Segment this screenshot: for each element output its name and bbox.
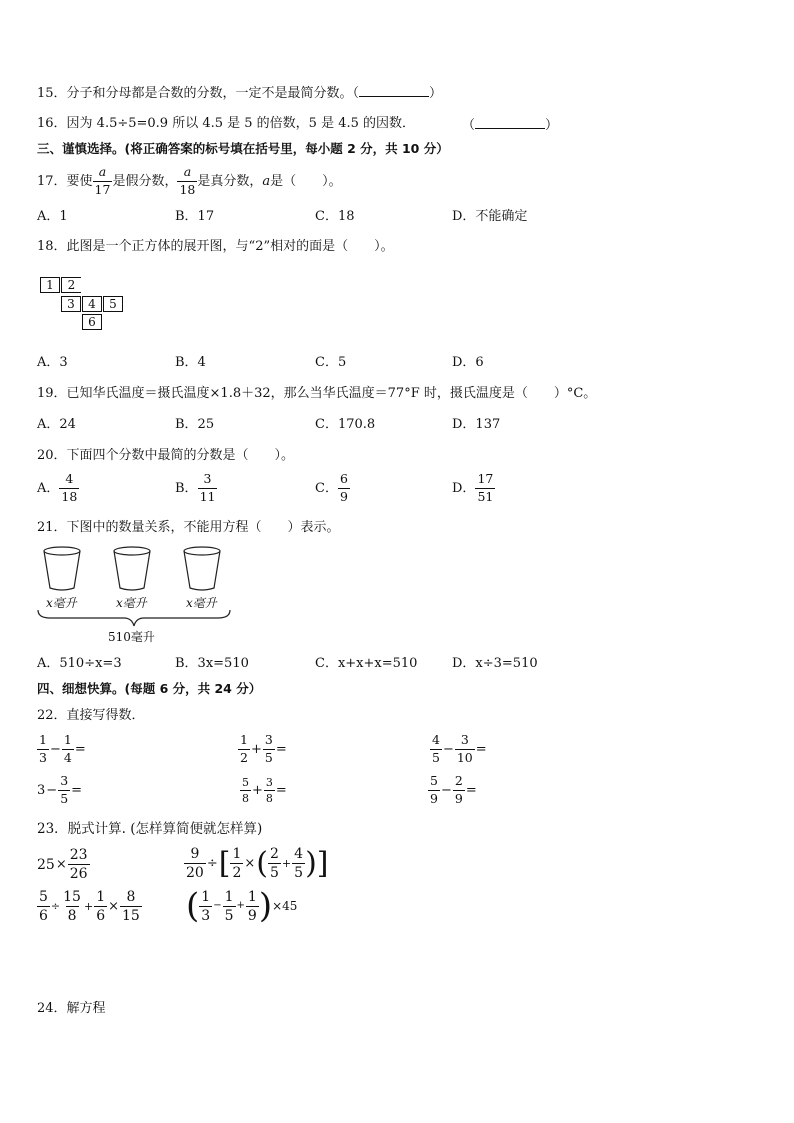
question-16: 16．因为 4.5÷5=0.9 所以 4.5 是 5 的倍数，5 是 4.5 的因数． <box>37 116 416 131</box>
question-24: 24．解方程 <box>37 1001 106 1016</box>
q17-option-c: C．18 <box>315 209 355 224</box>
q20-option-b: B． $\frac{3}{11}$ <box>175 471 216 504</box>
fraction: $\frac{6}{9}$ <box>339 471 348 504</box>
q21-option-b: B．3x=510 <box>175 656 249 671</box>
q19-option-a: A．24 <box>37 417 76 432</box>
net-face-4: 4 <box>82 296 102 312</box>
fraction: $\frac{4}{18}$ <box>61 471 78 504</box>
net-face-6: 6 <box>82 314 102 330</box>
q23-expr-3: $\frac{5}{6}$ ÷ $\frac{15}{8}$ + $\frac{1}{6}$ × $\frac{8}{15}$ <box>39 889 140 924</box>
net-face-3: 3 <box>61 296 81 312</box>
cup-label-1: x毫升 <box>46 596 77 610</box>
q22-item-3: $\frac{4}{5}$ − $\frac{3}{10}$ = <box>432 732 487 765</box>
question-22: 22．直接写得数． <box>37 708 145 723</box>
question-18: 18．此图是一个正方体的展开图，与“2”相对的面是（ ）。 <box>37 239 394 254</box>
question-19: 19．已知华氏温度＝摄氏温度×1.8＋32，那么当华氏温度＝77°F 时，摄氏温度是（ ）°C。 <box>37 386 597 401</box>
question-23: 23．脱式计算. (怎样算简便就怎样算) <box>37 821 263 837</box>
q19-option-c: C．170.8 <box>315 417 376 432</box>
q21-option-c: C．x+x+x=510 <box>315 656 418 671</box>
q20-option-a: A． $\frac{4}{18}$ <box>37 471 78 504</box>
cup-label-3: x毫升 <box>186 596 217 610</box>
question-15: 15．分子和分母都是合数的分数，一定不是最简分数。（ ） <box>37 86 443 101</box>
q23-expr-1: 25 × $\frac{23}{26}$ <box>37 847 88 882</box>
q17-option-d: D．不能确定 <box>452 209 528 224</box>
q19-option-d: D．137 <box>452 417 501 432</box>
answer-blank-15[interactable] <box>359 85 429 97</box>
question-21: 21．下图中的数量关系，不能用方程（ ）表示。 <box>37 520 340 535</box>
q22-item-4: 3 − $\frac{3}{5}$ = <box>37 773 83 806</box>
question-17: 17．要使 $\frac{a}{17}$ 是假分数， $\frac{a}{18}$ 是真分数， a 是（ ）。 <box>37 164 342 197</box>
q20-option-c: C． $\frac{6}{9}$ <box>315 471 348 504</box>
q19-option-b: B．25 <box>175 417 215 432</box>
question-20: 20．下面四个分数中最简的分数是（ ）。 <box>37 448 295 463</box>
section-3-heading: 三、谨慎选择。(将正确答案的标号填在括号里，每小题 2 分，共 10 分） <box>37 141 449 156</box>
q18-option-c: C．5 <box>315 355 347 370</box>
q23-expr-4: ( $\frac{1}{3}$ − $\frac{1}{5}$ + $\frac{1}{9}$ ) ×45 <box>186 886 298 926</box>
fraction: $\frac{a}{17}$ <box>94 164 111 197</box>
q23-expr-2: $\frac{9}{20}$ ÷ [ $\frac{1}{2}$ × ( $\frac{2}{5}$ + $\frac{4}{5}$ ) ] <box>186 845 329 881</box>
q22-item-6: $\frac{5}{9}$ − $\frac{2}{9}$ = <box>430 773 477 806</box>
answer-blank-16[interactable] <box>475 117 545 129</box>
q22-item-1: $\frac{1}{3}$ − $\frac{1}{4}$ = <box>39 732 86 765</box>
q18-option-a: A．3 <box>37 355 68 370</box>
section-4-heading: 四、细想快算。(每题 6 分，共 24 分） <box>37 681 262 696</box>
net-face-2: 2 <box>61 277 81 293</box>
fraction: $\frac{17}{51}$ <box>477 471 494 504</box>
q22-item-2: $\frac{1}{2}$ + $\frac{3}{5}$ = <box>240 732 287 765</box>
q17-option-b: B．17 <box>175 209 215 224</box>
fraction: $\frac{a}{18}$ <box>179 164 196 197</box>
q18-option-b: B．4 <box>175 355 206 370</box>
q18-option-d: D．6 <box>452 355 484 370</box>
q20-option-d: D． $\frac{17}{51}$ <box>452 471 494 504</box>
cup-label-2: x毫升 <box>116 596 147 610</box>
answer-bracket-16: （ ） <box>462 118 559 133</box>
q21-option-d: D．x÷3=510 <box>452 656 538 671</box>
total-label: 510毫升 <box>108 630 155 644</box>
q22-item-5: $\frac{5}{8}$ + $\frac{3}{8}$ = <box>242 776 287 805</box>
net-face-5: 5 <box>103 296 123 312</box>
q21-option-a: A．510÷x=3 <box>37 656 122 671</box>
q17-option-a: A．1 <box>37 209 68 224</box>
fraction: $\frac{3}{11}$ <box>199 471 216 504</box>
net-face-1: 1 <box>40 277 60 293</box>
